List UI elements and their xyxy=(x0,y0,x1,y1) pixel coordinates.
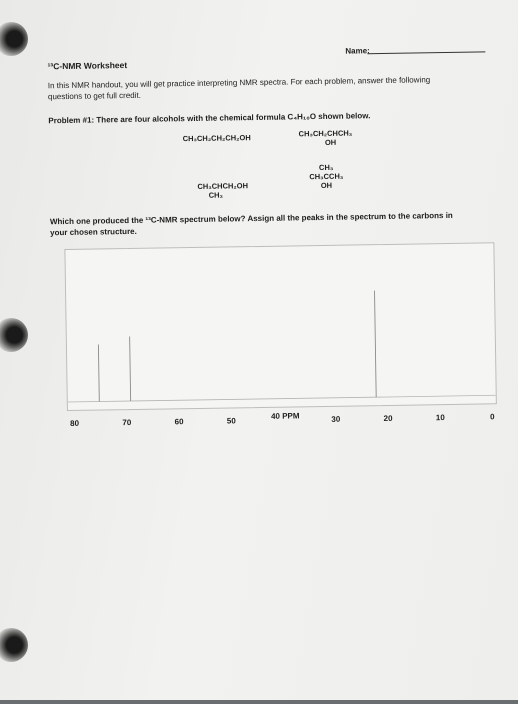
structure-1-formula: CH₃CH₂CH₂CH₂OH xyxy=(182,133,251,144)
x-tick-label: 80 xyxy=(70,418,80,428)
structure-3 xyxy=(309,163,343,191)
x-tick-label: 10 xyxy=(435,413,445,423)
structure-4-formula: CH₃CHCH₂OH xyxy=(197,181,249,191)
structure-3-formula: CH₃CCH₃ xyxy=(309,171,344,182)
structure-4-sub: CH₃ xyxy=(208,190,224,200)
worksheet-title: ¹³C-NMR Worksheet xyxy=(47,60,128,72)
x-tick-label: 0 xyxy=(490,412,495,422)
question-line-1: Which one produced the ¹³C-NMR spectrum below? Assign all the peaks in the spectrum to the carbons in xyxy=(49,210,453,227)
x-axis-label: 40 PPM xyxy=(270,411,300,421)
name-label: Name: xyxy=(345,46,370,56)
intro-line-1: In this NMR handout, you will get practice interpreting NMR spectra. For each problem, answer the following xyxy=(47,75,431,91)
x-tick-label: 70 xyxy=(122,418,132,428)
peak-1 xyxy=(130,337,131,401)
structure-2-sub: OH xyxy=(324,137,337,147)
structure-4 xyxy=(197,181,248,200)
structure-2 xyxy=(299,129,353,148)
x-tick-label: 20 xyxy=(383,413,393,424)
question-line-2: your chosen structure. xyxy=(50,226,137,238)
x-tick-label: 50 xyxy=(226,416,236,426)
intro-line-2: questions to get full credit. xyxy=(47,90,142,102)
structure-3-top: CH₃ xyxy=(318,162,334,173)
x-tick-label: 30 xyxy=(331,414,341,424)
nmr-spectrum-chart xyxy=(64,242,496,411)
problem-heading: Problem #1: There are four alcohols with the chemical formula C₄H₁₀O shown below. xyxy=(48,111,371,126)
nmr-spectrum-plot xyxy=(65,243,495,410)
x-tick-label: 60 xyxy=(174,417,184,427)
structure-2-formula: CH₃CH₂CHCH₃ xyxy=(298,128,353,139)
baseline xyxy=(68,395,496,402)
name-field[interactable] xyxy=(367,51,485,54)
structure-1 xyxy=(183,133,251,143)
peak-0 xyxy=(98,345,99,402)
peak-2 xyxy=(375,291,377,397)
structure-3-sub: OH xyxy=(320,180,333,191)
